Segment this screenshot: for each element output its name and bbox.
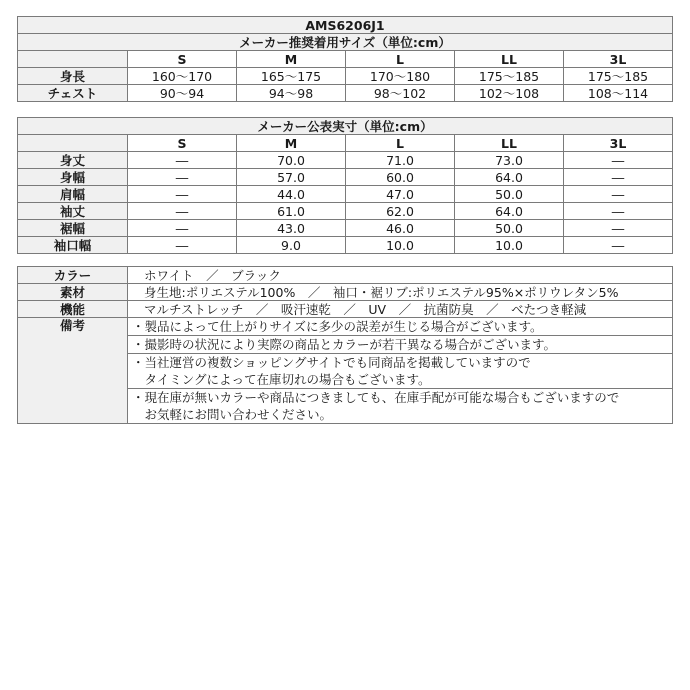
color-label: カラー [18,267,128,284]
table-cell: 50.0 [455,220,564,237]
table-cell: 44.0 [237,186,346,203]
table-cell: 60.0 [346,169,455,186]
table-cell: 57.0 [237,169,346,186]
note-line: ・当社運営の複数ショッピングサイトでも同商品を掲載していますので [132,355,531,370]
table-cell: 10.0 [346,237,455,254]
table-cell: ― [564,203,673,220]
row-label: 肩幅 [18,186,128,203]
table-cell: 73.0 [455,152,564,169]
note-line: お気軽にお問い合わせください。 [132,407,333,422]
table-row [18,152,673,169]
recommended-size-title: メーカー推奨着用サイズ（単位:cm） [18,34,673,51]
table-cell: 64.0 [455,203,564,220]
size-label: S [128,135,237,152]
material-label: 素材 [18,284,128,301]
table-cell: 9.0 [237,237,346,254]
row-label: 身丈 [18,152,128,169]
measured-size-title: メーカー公表実寸（単位:cm） [18,118,673,135]
color-row [18,267,673,284]
size-label: LL [455,135,564,152]
row-label: 裾幅 [18,220,128,237]
material-value: 身生地:ポリエステル100% ／ 袖口・裾リブ:ポリエステル95%×ポリウレタン5% [128,284,673,301]
table-cell: ― [128,220,237,237]
table-row [18,85,673,102]
note-line: タイミングによって在庫切れの場合もございます。 [132,372,431,387]
table-cell: ― [128,203,237,220]
table-cell: ― [564,220,673,237]
table-cell: ― [564,186,673,203]
table-cell: 47.0 [346,186,455,203]
size-label: L [346,51,455,68]
note-item [128,354,673,389]
table-cell: 71.0 [346,152,455,169]
function-value: マルチストレッチ ／ 吸汗速乾 ／ UV ／ 抗菌防臭 ／ べたつき軽減 [128,301,673,318]
size-label: M [237,51,346,68]
size-label: L [346,135,455,152]
table-cell: 170～180 [346,68,455,85]
table-row [18,68,673,85]
table-cell: 64.0 [455,169,564,186]
table-row [18,186,673,203]
size-label: LL [455,51,564,68]
recommended-size-table [17,16,673,102]
measured-size-table [17,117,673,254]
table-cell: 94～98 [237,85,346,102]
row-label: 身長 [18,68,128,85]
table-cell: 175～185 [564,68,673,85]
table-cell: 46.0 [346,220,455,237]
size-label: S [128,51,237,68]
row-label: チェスト [18,85,128,102]
product-code: AMS6206J1 [18,17,673,34]
function-label: 機能 [18,301,128,318]
product-details-table [17,266,673,424]
table-cell: ― [128,186,237,203]
note-item [128,318,673,336]
note-line: ・撮影時の状況により実際の商品とカラーが若干異なる場合がございます。 [132,337,557,352]
note-item [128,336,673,354]
table-cell: 108～114 [564,85,673,102]
size-label: 3L [564,51,673,68]
notes-label: 備考 [18,318,128,424]
size-label: 3L [564,135,673,152]
row-label: 身幅 [18,169,128,186]
material-row [18,284,673,301]
table-cell: ― [128,152,237,169]
function-row [18,301,673,318]
table-cell: ― [564,237,673,254]
table-cell: 98～102 [346,85,455,102]
row-label: 袖丈 [18,203,128,220]
table-cell: ― [564,169,673,186]
size-label: M [237,135,346,152]
table-row [18,203,673,220]
color-value: ホワイト ／ ブラック [128,267,673,284]
table-cell: 61.0 [237,203,346,220]
table-cell: 70.0 [237,152,346,169]
table-row [18,169,673,186]
table-cell: 43.0 [237,220,346,237]
table-cell: 102～108 [455,85,564,102]
table-row [18,237,673,254]
row-label: 袖口幅 [18,237,128,254]
table-cell: 10.0 [455,237,564,254]
table-row [18,220,673,237]
table-cell: 165～175 [237,68,346,85]
table-cell: 50.0 [455,186,564,203]
size-header-row [18,135,673,152]
table-cell: 90～94 [128,85,237,102]
note-line: ・製品によって仕上がりサイズに多少の誤差が生じる場合がございます。 [132,319,543,334]
table-cell: 62.0 [346,203,455,220]
notes-row [18,318,673,336]
table-cell: ― [128,169,237,186]
table-cell: ― [564,152,673,169]
table-cell: ― [128,237,237,254]
table-cell: 175～185 [455,68,564,85]
note-item [128,389,673,424]
table-cell: 160～170 [128,68,237,85]
size-header-row [18,51,673,68]
note-line: ・現在庫が無いカラーや商品につきましても、在庫手配が可能な場合もございますので [132,390,620,405]
